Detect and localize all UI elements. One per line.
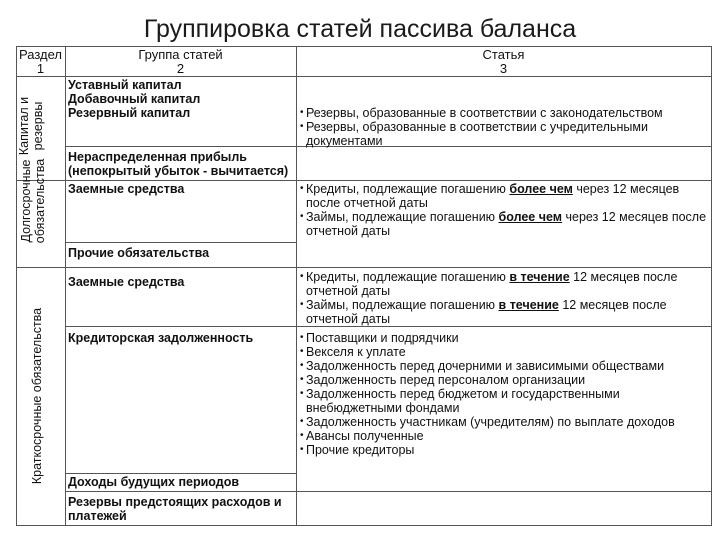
lt-borrowings: Заемные средства xyxy=(68,182,185,196)
section-capital: Капитал и резервы xyxy=(17,96,45,156)
list-item: • Задолженность участникам (учредителям) по выплате доходов xyxy=(300,415,708,429)
list-item: • Займы, подлежащие погашению в течение 12 месяцев после отчетной даты xyxy=(300,298,708,326)
list-item: • Займы, подлежащие погашению более чем через 12 месяцев после отчетной даты xyxy=(300,210,708,238)
st-payables: Кредиторская задолженность xyxy=(68,331,254,345)
header-group: Группа статей 2 xyxy=(138,47,223,76)
list-item: • Авансы полученные xyxy=(300,429,708,443)
reserve-items xyxy=(300,106,708,148)
section-shortterm: Краткосрочные обязательства xyxy=(30,307,44,485)
list-item: • Резервы, образованные в соответствии с законодательством xyxy=(300,106,708,120)
deferred-income: Доходы будущих периодов xyxy=(68,475,240,489)
st-loan-items xyxy=(300,270,708,326)
list-item: • Прочие кредиторы xyxy=(300,443,708,457)
page-title: Группировка статей пассива баланса xyxy=(143,15,577,43)
section-longterm: Долгосрочные обязательства xyxy=(19,158,47,244)
header-section: Раздел 1 xyxy=(19,47,62,76)
lt-items xyxy=(300,182,708,238)
liabilities-table xyxy=(16,46,712,526)
list-item: • Кредиты, подлежащие погашению в течение 12 месяцев после отчетной даты xyxy=(300,270,708,298)
provisions: Резервы предстоящих расходов и платежей xyxy=(68,495,282,523)
list-item: • Векселя к уплате xyxy=(300,345,708,359)
list-item: • Кредиты, подлежащие погашению более чем через 12 месяцев после отчетной даты xyxy=(300,182,708,210)
list-item: • Задолженность перед персоналом организации xyxy=(300,373,708,387)
header-item: Статья 3 xyxy=(482,47,525,76)
capital-groups: Уставный капитал Добавочный капитал Резервный капитал xyxy=(68,78,201,120)
payables-items xyxy=(300,331,708,457)
st-borrowings: Заемные средства xyxy=(68,275,185,289)
list-item: • Задолженность перед бюджетом и государственными внебюджетными фондами xyxy=(300,387,708,415)
list-item: • Задолженность перед дочерними и зависимыми обществами xyxy=(300,359,708,373)
lt-other: Прочие обязательства xyxy=(68,246,210,260)
list-item: • Резервы, образованные в соответствии с учредительными документами xyxy=(300,120,708,148)
list-item: • Поставщики и подрядчики xyxy=(300,331,708,345)
retained-earnings: Нераспределенная прибыль (непокрытый убыток - вычитается) xyxy=(68,150,289,178)
